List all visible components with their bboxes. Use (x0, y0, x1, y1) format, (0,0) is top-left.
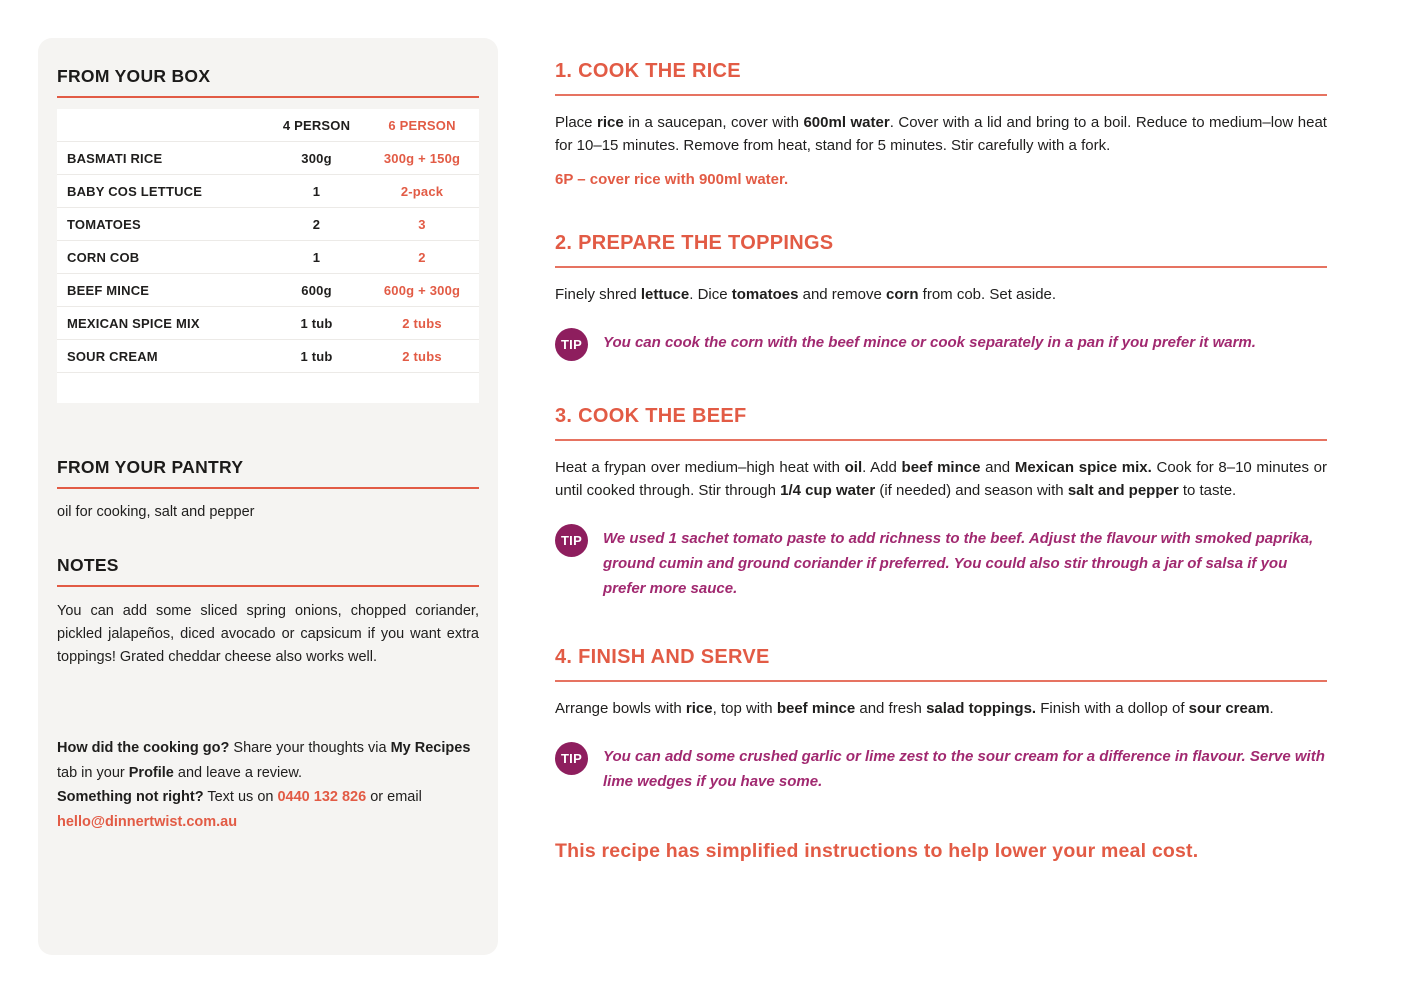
qty-4-person: 1 (268, 175, 365, 208)
tip (555, 742, 1327, 795)
step-paragraph (555, 456, 1327, 503)
text-segment: and remove (798, 285, 886, 303)
text-segment: sour cream (1188, 699, 1270, 717)
feedback-paragraph (57, 785, 479, 835)
pantry-text: oil for cooking, salt and pepper (57, 504, 255, 520)
step (555, 405, 1327, 602)
qty-6-person: 600g + 300g (365, 274, 479, 307)
text-segment: Mexican spice mix. (1014, 458, 1152, 476)
text-segment: salt and pepper (1067, 482, 1179, 499)
text-segment: tab in your (57, 764, 129, 781)
step-paragraphs (555, 283, 1327, 306)
qty-6-person: 300g + 150g (365, 142, 479, 175)
feedback-block (57, 736, 479, 836)
box-col-empty (57, 109, 268, 142)
text-segment: How did the cooking go? (57, 739, 230, 756)
box-table-row (57, 340, 479, 373)
text-segment: (if needed) and season with (875, 482, 1068, 499)
text-segment: You can cook the corn with the beef mince or cook separately in a pan if you prefer it warm. (603, 333, 1256, 351)
qty-4-person: 1 tub (268, 340, 365, 373)
ingredient-name: CORN COB (57, 241, 268, 274)
box-table-row (57, 175, 479, 208)
step-paragraph (555, 111, 1327, 158)
step-paragraph (555, 697, 1327, 720)
step-title: 3. COOK THE BEEF (555, 404, 747, 427)
qty-4-person: 2 (268, 208, 365, 241)
text-segment: and fresh (855, 699, 927, 717)
text-segment: rice (685, 699, 713, 717)
text-segment: , top with (712, 699, 777, 717)
qty-4-person: 300g (268, 142, 365, 175)
pantry-title: FROM YOUR PANTRY (57, 457, 244, 477)
ingredient-name: BASMATI RICE (57, 142, 268, 175)
text-segment: corn (885, 285, 919, 303)
text-segment: lettuce (640, 285, 690, 303)
box-table (57, 109, 479, 373)
text-segment: and (980, 458, 1015, 476)
box-table-row (57, 241, 479, 274)
text-segment: or email (366, 789, 422, 806)
notes-title: NOTES (57, 555, 119, 575)
pantry-title-divider (57, 487, 479, 489)
box-table-row (57, 142, 479, 175)
step-paragraphs (555, 697, 1327, 720)
ingredient-name: SOUR CREAM (57, 340, 268, 373)
text-segment: and leave a review. (173, 764, 303, 781)
text-segment: from cob. Set aside. (918, 285, 1057, 303)
tip-badge: TIP (555, 524, 588, 557)
text-segment: Something not right? (57, 789, 204, 806)
text-segment: Share your thoughts via (229, 739, 391, 756)
tip-text (603, 524, 1327, 601)
step (555, 232, 1327, 361)
text-segment: Heat a frypan over medium–high heat with (555, 458, 845, 476)
sidebar (38, 38, 498, 955)
step (555, 60, 1327, 188)
text-segment: 1/4 cup water (780, 482, 876, 499)
text-segment: 6P – cover rice with 900ml water. (555, 170, 789, 188)
step-divider (555, 266, 1327, 268)
step-title: 4. FINISH AND SERVE (555, 645, 770, 668)
step-paragraphs (555, 456, 1327, 503)
steps (555, 60, 1327, 794)
text-segment: 600ml water (803, 114, 890, 131)
text-segment: . Cover with a lid and bring to a boil. Reduce to medium–low heat for 10–15 minutes. Remove from heat, stand for 5 minutes. Stir carefully with a fork. (555, 114, 1327, 155)
text-segment: My Recipes (390, 739, 471, 756)
tip (555, 328, 1327, 361)
text-segment: tomatoes (731, 285, 799, 303)
step-title: 2. PREPARE THE TOPPINGS (555, 231, 834, 254)
text-segment: Finish with a dollop of (1036, 699, 1189, 717)
tip (555, 524, 1327, 601)
text-segment: Arrange bowls with (555, 699, 686, 717)
text-segment: Text us on (203, 789, 278, 806)
text-segment: Finely shred (555, 285, 641, 303)
text-segment: to taste. (1178, 482, 1237, 499)
step (555, 646, 1327, 795)
qty-6-person: 2 tubs (365, 307, 479, 340)
text-segment: Cook for 8–10 minutes or until cooked through. Stir through (555, 458, 1327, 499)
tip-badge: TIP (555, 742, 588, 775)
box-table-header-row (57, 109, 479, 142)
ingredient-name: TOMATOES (57, 208, 268, 241)
notes-title-divider (57, 585, 479, 587)
qty-6-person: 2-pack (365, 175, 479, 208)
tip-text (603, 742, 1327, 795)
text-segment: oil (844, 458, 863, 476)
qty-4-person: 1 (268, 241, 365, 274)
text-segment: salad toppings. (926, 699, 1037, 717)
text-segment: in a saucepan, cover with (623, 114, 804, 131)
step-note (555, 171, 1327, 188)
footer-note: This recipe has simplified instructions to help lower your meal cost. (555, 840, 1199, 863)
feedback-paragraph (57, 736, 479, 786)
text-segment: You can add some crushed garlic or lime zest to the sour cream for a difference in flavour. Serve with lime wedges if you have some. (603, 747, 1325, 790)
qty-4-person: 600g (268, 274, 365, 307)
phone-link[interactable]: 0440 132 826 (277, 789, 367, 806)
qty-6-person: 2 tubs (365, 340, 479, 373)
text-segment: beef mince (776, 699, 856, 717)
text-segment: . Dice (689, 285, 732, 303)
text-segment: Profile (128, 764, 174, 781)
text-segment: rice (597, 114, 624, 131)
text-segment: We used 1 sachet tomato paste to add richness to the beef. Adjust the flavour with smoked paprika, ground cumin and ground coriander if preferred. You could also stir through a jar of salsa if you prefer more sauce. (603, 530, 1314, 597)
text-segment: . (1269, 699, 1274, 717)
step-paragraph (555, 283, 1327, 306)
step-divider (555, 680, 1327, 682)
step-title: 1. COOK THE RICE (555, 60, 741, 82)
text-segment: beef mince (901, 458, 981, 476)
qty-6-person: 2 (365, 241, 479, 274)
qty-6-person: 3 (365, 208, 479, 241)
step-divider (555, 439, 1327, 441)
box-table-row (57, 274, 479, 307)
notes-text: You can add some sliced spring onions, chopped coriander, pickled jalapeños, diced avocado or capsicum if you want extra toppings! Grated cheddar cheese also works well. (57, 603, 479, 666)
qty-4-person: 1 tub (268, 307, 365, 340)
tip-text (603, 328, 1256, 356)
step-paragraphs (555, 111, 1327, 188)
box-table-card (57, 109, 479, 403)
step-divider (555, 94, 1327, 96)
ingredient-name: MEXICAN SPICE MIX (57, 307, 268, 340)
box-col-6-person: 6 PERSON (365, 109, 479, 142)
text-segment: . Add (862, 458, 902, 476)
email-link[interactable]: hello@dinnertwist.com.au (57, 814, 238, 831)
box-table-head (57, 109, 479, 142)
ingredient-name: BABY COS LETTUCE (57, 175, 268, 208)
box-title-divider (57, 96, 479, 98)
box-table-row (57, 208, 479, 241)
box-col-4-person: 4 PERSON (268, 109, 365, 142)
ingredient-name: BEEF MINCE (57, 274, 268, 307)
tip-badge: TIP (555, 328, 588, 361)
text-segment: Place (555, 114, 598, 131)
instructions-column (555, 60, 1327, 863)
box-title: FROM YOUR BOX (57, 66, 211, 86)
box-table-body (57, 142, 479, 373)
box-table-row (57, 307, 479, 340)
